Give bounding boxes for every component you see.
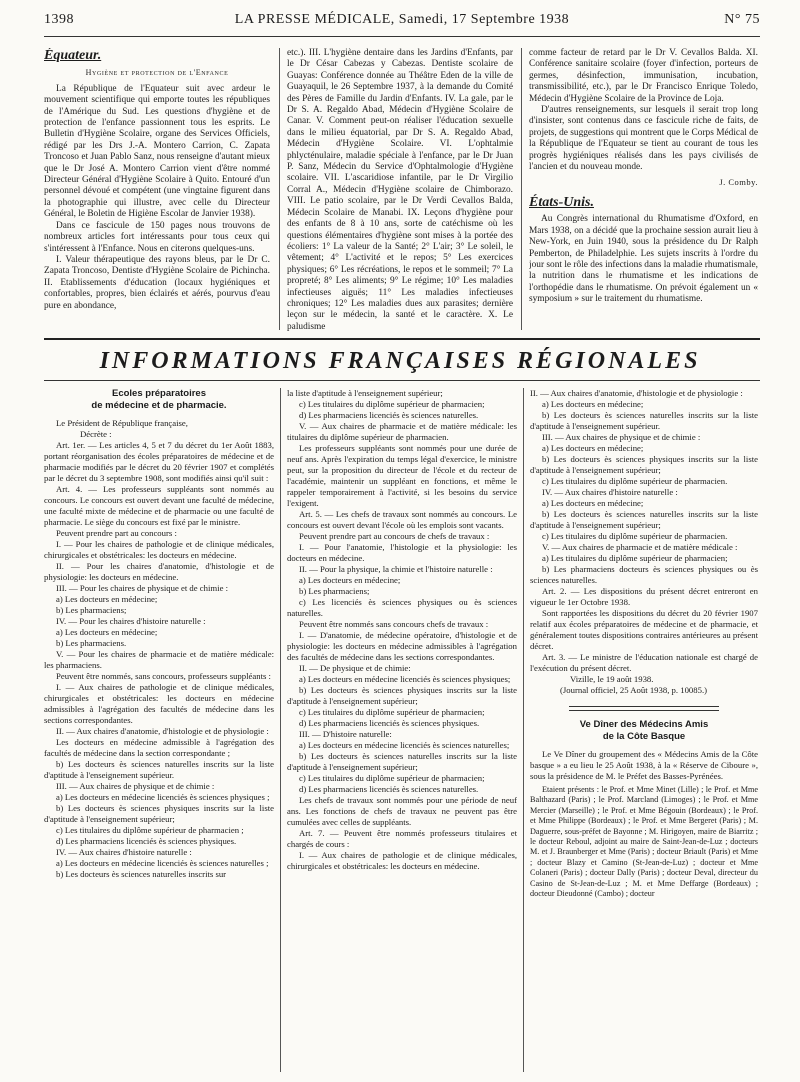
paragraph: c) Les titulaires du diplôme supérieur de pharmacien. [542,476,728,486]
page-number: 1398 [44,12,74,27]
signature: J. Comby. [719,177,758,188]
paragraph: I. — Aux chaires de pathologie et de clinique médicales, chirurgicales et obstétricales: les docteurs en médecine. [287,850,517,871]
paragraph: III. — Pour les chaires de physique et de chimie : [56,583,229,593]
paragraph: b) Les pharmaciens; [299,586,370,596]
column-decret [44,388,274,1074]
paragraph: I. — D'anatomie, de médecine opératoire, d'histologie et de physiologie: les docteurs en médecine admissibles à l'agrégation des facultés de médecine dans les sections correspondantes. [287,630,517,662]
paragraph: La République de l'Equateur suit avec ardeur le mouvement scientifique qui emporte toutes les républiques de l'Amérique du Sud. Les questions d'hygiène et de protection de l'enfance passionnent tous les esprits. Le Bulletin d'Hygiène Scolaire, organe des Services Officiels, rédigé par les Drs J.-A. Montero Carrion, C. Zapata Troncoso et Juan Pablo Sanz, nous renseigne d'autant mieux que le Dr José A. Montero Carrion vient d'être nommé Directeur Général d'Hygiène Scolaire à Quito. Entouré d'un personnel dévoué et compétent (une vingtaine figurent dans la photographie qui illustre, avec celle du Directeur Général, le Boletin de Higiène Escolar de Janvier 1938). [44,83,270,220]
paragraph: D'autres renseignements, sur lesquels il serait trop long d'insister, sont contenus dans ce fascicule riche de faits, de projets, de suggestions qui montrent que le Corps Médical de la République de l'Equateur se tient au courant de tous les progrès hygiéniques réalisés dans les pays civilisés de l'ancien et du nouveau monde. [529,105,758,173]
citation: (Journal officiel, 25 Août 1938, p. 10085.) [560,685,708,695]
paragraph: Le Président de République française, [56,418,188,428]
paragraph: IV. — Pour les chaires d'histoire naturelle : [56,616,206,626]
paragraph: IV. — Aux chaires d'histoire naturelle : [542,487,678,497]
paragraph: II. — Aux chaires d'anatomie, d'histologie et de physiologie : [530,388,743,398]
column-divider [521,48,522,330]
journal-title: LA PRESSE MÉDICALE, Samedi, 17 Septembre 1938 [234,12,570,27]
paragraph: Art. 7. — Peuvent être nommés professeurs titulaires et chargés de cours : [287,828,517,849]
paragraph: la liste d'aptitude à l'enseignement supérieur; [287,388,443,398]
banner-rule-top [44,338,760,340]
paragraph: d) Les pharmaciens licenciés ès sciences naturelles. [299,784,479,794]
section-title-equateur: Équateur. [44,48,102,63]
paragraph: c) Les licenciés ès sciences physiques ou ès sciences naturelles. [287,597,517,618]
column-equateur [44,48,270,332]
paragraph: b) Les docteurs ès sciences naturelles inscrits sur [56,869,227,879]
article-title-line: de médecine et de pharmacie. [91,400,227,411]
paragraph: V. — Pour les chaires de pharmacie et de matière médicale: les pharmaciens. [44,649,274,670]
paragraph: I. — Aux chaires de pathologie et de clinique médicales, chirurgicales et obstétricales: les docteurs en médecine admissibles à l'agrégation des facultés de médecine dans les sections correspondantes. [44,682,274,725]
banner-rule-bottom [44,380,760,381]
paragraph: I. — Pour l'anatomie, l'histologie et la physiologie: les docteurs en médecine. [287,542,517,563]
column-divider [280,388,281,1072]
article-title [44,388,274,412]
paragraph: b) Les docteurs ès sciences naturelles inscrits sur la liste d'aptitude à l'enseignement supérieur. [44,759,274,780]
paragraph: b) Les pharmaciens. [56,638,127,648]
article-title-line: de la Côte Basque [602,731,686,742]
subheading-hygiene: Hygiène et protection de l'Enfance [85,68,229,78]
paragraph: Peuvent prendre part au concours : [56,528,177,538]
paragraph: II. — De physique et de chimie: [299,663,411,673]
paragraph: Art. 4. — Les professeurs suppléants sont nommés au concours. Le concours est ouvert devant une faculté de médecine, une faculté mixte de médecine et de pharmacie ou une faculté de pharmacie. Le siège du concours est fixé par le ministre. [44,484,274,527]
paragraph: a) Les docteurs en médecine; [56,627,158,637]
double-rule-separator [569,706,719,711]
issue-number: N° 75 [724,12,760,27]
paragraph: c) Les titulaires du diplôme supérieur de pharmacien. [542,531,728,541]
column-divider [523,388,524,1072]
paragraph: a) Les docteurs en médecine; [542,498,644,508]
paragraph: II. — Aux chaires d'anatomie, d'histologie et de physiologie : [56,726,269,736]
article-title-line: Ecoles préparatoires [112,388,206,399]
paragraph: c) Les titulaires du diplôme supérieur de pharmacien ; [56,825,244,835]
paragraph: Art. 3. — Le ministre de l'éducation nationale est chargé de l'exécution du présent décret. [530,652,758,673]
paragraph: Etaient présents : le Prof. et Mme Minet (Lille) ; le Prof. et Mme Balthazard (Paris) ; le Prof. Marcland (Limoges) ; le Prof. et Mme Mercier (Marseille) ; le Prof. et Mme Bégouin (Bordeaux) ; le Prof. et Mme Philippe (Bordeaux) ; le Prof. et Mme Bergeret (Paris) ; M. Daguerre, sous-préfet de Bayonne ; M. Hirigoyen, maire de Biarritz ; le docteur Reboul, adjoint au maire de Saint-Jean-de-Luz ; docteurs M. et J. Braunberger et Mme (Paris) ; docteur Briault (Paris) et Mme ; docteur Blazy et Camino (St-Jean-de-Luz) ; docteur et Mme Colaneri (Paris) ; docteur Dally (Paris) ; docteur Deval, directeur du Casino de St-Jean-de-Luz ; M. et Mme Deffarge (Bordeaux) ; docteur Dieudonné (Cambo) ; docteur [530,785,758,899]
paragraph: V. — Aux chaires de pharmacie et de matière médicale : [542,542,738,552]
paragraph: a) Les docteurs en médecine licenciés ès sciences naturelles; [299,740,510,750]
paragraph: II. — Pour la physique, la chimie et l'histoire naturelle : [299,564,493,574]
column-etats-unis [529,48,758,332]
paragraph: Sont rapportées les dispositions du décret du 20 février 1907 relatif aux écoles préparatoires de médecine et de pharmacie, et généralement toutes dispositions contraires antérieures au présent décret. [530,608,758,651]
paragraph: V. — Aux chaires de pharmacie et de matière médicale: les titulaires du diplôme supérieur de pharmacien. [287,421,517,442]
article-title [530,719,758,743]
paragraph: b) Les docteurs ès sciences naturelles inscrits sur la liste d'aptitude à l'enseignement supérieur. [530,410,758,431]
paragraph: Les professeurs suppléants sont nommés pour une durée de neuf ans. Après l'expiration du temps légal d'exercice, le ministre peut, sur la proposition du directeur de l'école et du recteur de l'académie, maintenir un suppléant en fonctions, et même le rappeler temporairement à l'activité, si les besoins du service l'exigent. [287,443,517,508]
paragraph: a) Les titulaires du diplôme supérieur de pharmacien; [542,553,728,563]
column-decret-end-and-diner [530,388,758,1074]
paragraph: III. — Aux chaires de physique et de chimie : [56,781,215,791]
running-header [44,10,760,34]
paragraph: IV. — Aux chaires d'histoire naturelle : [56,847,192,857]
column-equateur-continued [287,48,513,332]
paragraph: a) Les docteurs en médecine licenciés ès sciences naturelles ; [56,858,269,868]
paragraph: a) Les docteurs en médecine licenciés ès sciences physiques; [299,674,511,684]
paragraph: Peuvent prendre part au concours de chefs de travaux : [299,531,490,541]
paragraph: I. Valeur thérapeutique des rayons bleus, par le Dr C. Zapata Troncoso, Dentiste d'Hygiène Scolaire de Pichincha. II. Etablissements d'éducation (locaux hygiéniques et confortables, propres, bien éclairés et aérés, pourvus d'eau pure en abondance, [44,254,270,311]
paragraph: II. — Pour les chaires d'anatomie, d'histologie et de physiologie: les docteurs en médecine. [44,561,274,582]
paragraph: Décrète : [80,429,112,439]
paragraph: a) Les docteurs en médecine; [299,575,401,585]
paragraph: Art. 2. — Les dispositions du présent décret entreront en vigueur le 1er Octobre 1938. [530,586,758,607]
column-decret-continued [287,388,517,1074]
paragraph: b) Les pharmaciens; [56,605,127,615]
paragraph: Au Congrès international du Rhumatisme d'Oxford, en Mars 1938, on a décidé que la prochaine session aurait lieu à New-York, en Juin 1940, sous la présidence du Dr Ralph Pemberton, de Philadelphie. Les sujets inscrits à l'ordre du jour sont le rôle des infections dans la maladie rhumatismale, la nutrition dans le rhumatisme et les indications de l'orthopédie dans le rhumatisme. On prévoit également un « symposium » sur le traitement du rhumatisme. [529,214,758,305]
paragraph: b) Les pharmaciens docteurs ès sciences physiques ou ès sciences naturelles. [530,564,758,585]
paragraph: b) Les docteurs ès sciences naturelles inscrits sur la liste d'aptitude à l'enseignement supérieur; [530,509,758,530]
paragraph: a) Les docteurs en médecine; [542,399,644,409]
paragraph: a) Les docteurs en médecine licenciés ès sciences physiques ; [56,792,270,802]
paragraph: c) Les titulaires du diplôme supérieur de pharmacien; [299,773,485,783]
paragraph: Peuvent être nommés sans concours chefs de travaux : [299,619,489,629]
paragraph: b) Les docteurs ès sciences naturelles inscrits sur la liste d'aptitude à l'enseignement supérieur; [287,751,517,772]
paragraph: b) Les docteurs ès sciences physiques inscrits sur la liste d'aptitude à l'enseignement supérieur; [530,454,758,475]
paragraph: III. — Aux chaires de physique et de chimie : [542,432,701,442]
paragraph: d) Les pharmaciens licenciés ès sciences naturelles. [299,410,479,420]
paragraph: Les docteurs en médecine admissible à l'agrégation des facultés de médecine dans la section correspondante ; [44,737,274,758]
paragraph: I. — Pour les chaires de pathologie et de clinique médicales, chirurgicales et obstétricales: les docteurs en médecine. [44,539,274,560]
section-banner: INFORMATIONS FRANÇAISES RÉGIONALES [99,348,701,374]
column-divider [279,48,280,330]
paragraph: b) Les docteurs ès sciences physiques inscrits sur la liste d'aptitude à l'enseignement supérieur; [287,685,517,706]
paragraph: d) Les pharmaciens licenciés ès sciences physiques. [299,718,480,728]
paragraph: III. — D'histoire naturelle: [299,729,392,739]
paragraph: Peuvent être nommés, sans concours, professeurs suppléants : [56,671,271,681]
header-rule [44,36,760,37]
paragraph: b) Les docteurs ès sciences physiques inscrits sur la liste d'aptitude à l'enseignement supérieur; [44,803,274,824]
section-title-etats-unis: États-Unis. [529,194,594,210]
paragraph: c) Les titulaires du diplôme supérieur de pharmacien; [299,399,485,409]
paragraph: Art. 5. — Les chefs de travaux sont nommés au concours. Le concours est ouvert devant l'école où les emplois sont vacants. [287,509,517,530]
paragraph: Le Ve Dîner du groupement des « Médecins Amis de la Côte basque » a eu lieu le 25 Août 1938, à la « Réserve de Ciboure », sous la présidence de M. le Préfet des Basses-Pyrénées. [530,749,758,781]
paragraph: a) Les docteurs en médecine; [56,594,158,604]
paragraph: a) Les docteurs en médecine; [542,443,644,453]
paragraph: d) Les pharmaciens licenciés ès sciences physiques. [56,836,237,846]
paragraph: Les chefs de travaux sont nommés pour une période de neuf ans. Les fonctions de chefs de travaux ne peuvent pas être cumulées avec celles de suppléants. [287,795,517,827]
paragraph: Vizille, le 19 août 1938. [570,674,654,684]
paragraph: comme facteur de retard par le Dr V. Cevallos Balda. XI. Conférence sanitaire scolaire (foyer d'infection, porteurs de germes, désinfection, immunisation, incubation, transmissibilité, etc.), par le Dr Francisco Enrique Toledo, Médecin d'Hygiène Scolaire de la Province de Loja. [529,48,758,104]
paragraph: c) Les titulaires du diplôme supérieur de pharmacien; [299,707,485,717]
paragraph: Art. 1er. — Les articles 4, 5 et 7 du décret du 1er Août 1883, portant réorganisation des écoles préparatoires de médecine et de pharmacie modifiés par le décret du 20 février 1907 et complétés par le décret du 3 septembre 1908, sont modifiés ainsi qu'il suit : [44,440,274,483]
paragraph: etc.). III. L'hygiène dentaire dans les Jardins d'Enfants, par le Dr César Cabezas y Cabezas. Dentiste scolaire de Guayas: Conférence donnée au Théâtre Eden de la ville de Guayaquil, le 26 Septembre 1937, à la demande du Comité des Pères de Famille du Jardin d'Enfants. IV. La gale, par le Dr S. A. Regaldo Abad, Médecin d'Hygiène Scolaire de Canar. V. Comment peut-on réaliser l'éducation sexuelle dans le milieu équatorial, par Dr S. A. Regaldo Abad, Médecin d'Hygiène Scolaire. VI. L'ophtalmie phlycténulaire, maladie spéciale à l'enfance, par le Dr Juan P. Sanz, Médecin du Service d'Ophtalmologie d'Hygiène scolaire. VII. L'ascaridiose infantile, par le Dr Virgilio Corral A., Médecin d'Hygiène scolaire de Chimborazo. VIII. Le patio scolaire, par le Dr Verdi Cevallos Balda, Médecin Scolaire de Manabi. IX. Leçons d'hygiène pour des enfants de 8 à 10 ans, sorte de catéchisme où les questions élémentaires d'hygiène sont mises à la portée des écoliers: 1° La valeur de la Santé; 2° L'air; 3° Le soleil, le vêtement; 4° L'activité et le repos; 5° Les exercices physiques; 6° Les récréations, le repos et le sommeil; 7° La propreté; 8° Les aliments; 9° Le régime; 10° Les maladies infectieuses aiguës; 11° Les maladies infectieuses chroniques; 12° Les maladies dues aux parasites; dernière leçon sur le médecin, la santé et le caractère. X. Le paludisme [287,48,513,332]
article-title-line: Ve Dîner des Médecins Amis [579,719,709,730]
paragraph: Dans ce fascicule de 150 pages nous trouvons de nombreux articles fort intéressants pour tous ceux qui s'intéressent à l'Enfance. Nous en citerons quelques-uns. [44,220,270,254]
